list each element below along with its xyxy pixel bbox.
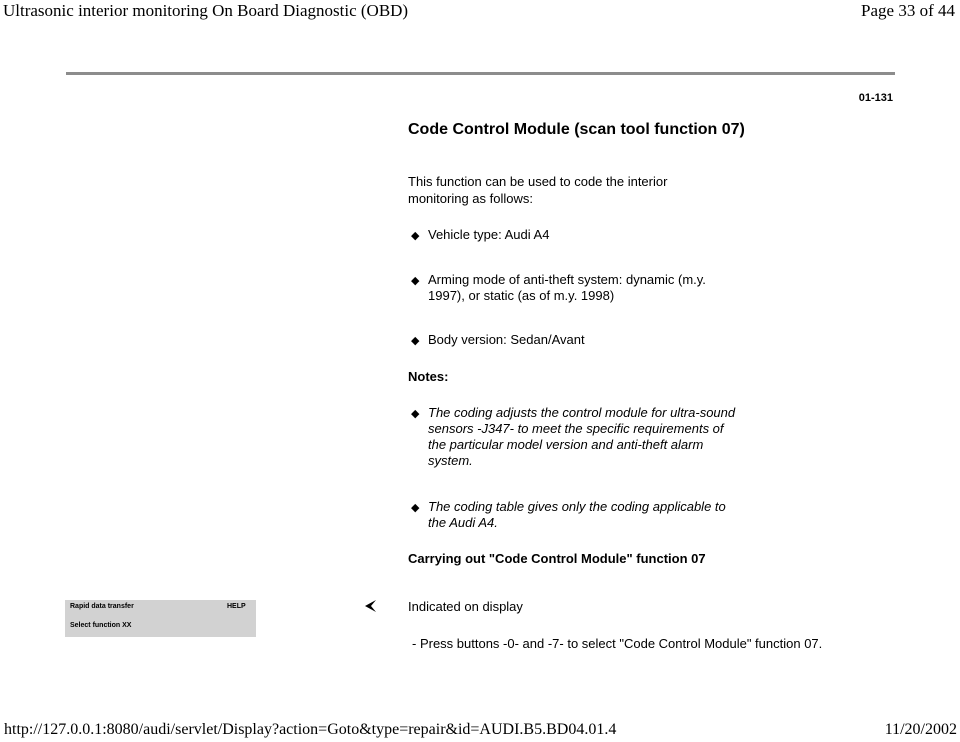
- note-item: [411, 499, 741, 531]
- display-line-2: Select function XX: [70, 622, 132, 629]
- note-text: The coding adjusts the control module for ultra-sound sensors -J347- to meet the specific requirements of the particular model version and anti-theft alarm system.: [428, 405, 736, 468]
- doc-number: 01-131: [858, 92, 893, 104]
- bullet-text: Body version: Sedan/Avant: [428, 332, 585, 347]
- note-text: The coding table gives only the coding applicable to the Audi A4.: [428, 499, 726, 530]
- footer-date: 11/20/2002: [884, 721, 957, 738]
- footer-url[interactable]: http://127.0.0.1:8080/audi/servlet/Display?action=Goto&type=repair&id=AUDI.B5.BD04.01.4: [4, 721, 617, 738]
- display-line-1: Rapid data transfer: [70, 603, 134, 610]
- arrow-left-icon[interactable]: [362, 598, 378, 614]
- diamond-bullet-icon: ◆: [411, 335, 420, 347]
- indicated-text: Indicated on display: [408, 599, 523, 614]
- step-instruction: - Press buttons -0- and -7- to select "Code Control Module" function 07.: [412, 636, 823, 651]
- note-item: [411, 405, 741, 469]
- bullet-item: [411, 332, 741, 349]
- display-help: HELP: [227, 603, 246, 610]
- section-title: Code Control Module (scan tool function 07): [408, 121, 745, 138]
- intro-text: This function can be used to code the interior monitoring as follows:: [408, 174, 668, 206]
- bullet-item: [411, 227, 741, 244]
- bullet-text: Arming mode of anti-theft system: dynamic (m.y. 1997), or static (as of m.y. 1998): [428, 272, 706, 303]
- procedure-title: Carrying out "Code Control Module" function 07: [408, 551, 706, 566]
- diamond-bullet-icon: ◆: [411, 502, 420, 514]
- page-indicator: Page 33 of 44: [861, 1, 955, 20]
- notes-label: Notes:: [408, 369, 449, 384]
- diamond-bullet-icon: ◆: [411, 275, 420, 287]
- diamond-bullet-icon: ◆: [411, 230, 420, 242]
- header-rule: [66, 72, 895, 75]
- bullet-item: [411, 272, 741, 304]
- header-title: Ultrasonic interior monitoring On Board Diagnostic (OBD): [3, 1, 409, 20]
- bullet-text: Vehicle type: Audi A4: [428, 227, 550, 242]
- diamond-bullet-icon: ◆: [411, 408, 420, 420]
